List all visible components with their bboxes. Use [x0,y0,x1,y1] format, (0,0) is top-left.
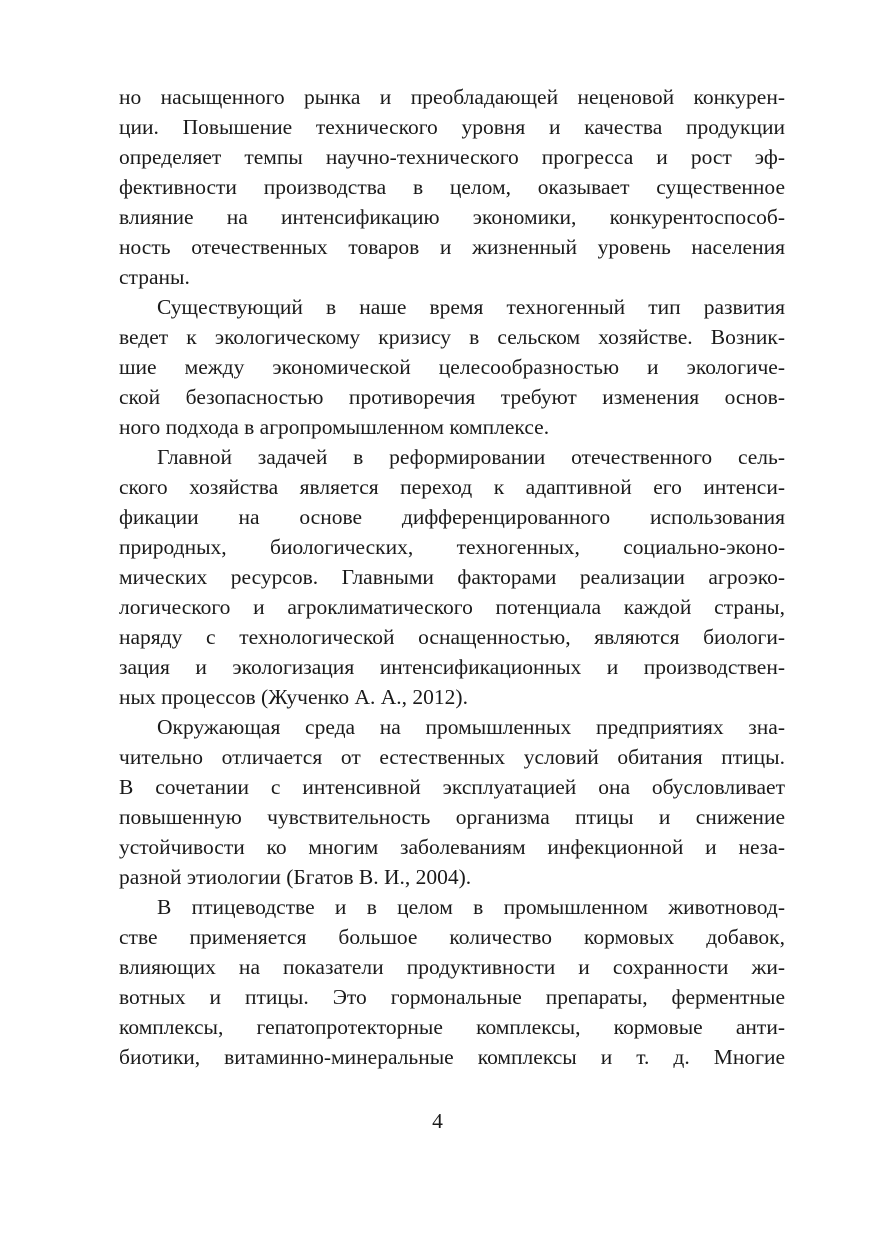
text-line: биотики, витаминно-минеральные комплексы и т. д. Многие [119,1045,785,1069]
text-line: стве применяется большое количество кормовых добавок, [119,925,785,949]
text-line: ведет к экологическому кризису в сельском хозяйстве. Возник- [119,325,785,349]
text-line: определяет темпы научно-технического прогресса и рост эф- [119,145,785,169]
text-line: вотных и птицы. Это гормональные препараты, ферментные [119,985,785,1009]
text-line: мических ресурсов. Главными факторами реализации агроэко- [119,565,785,589]
text-line: Окружающая среда на промышленных предприятиях зна- [157,715,785,739]
text-line: В сочетании с интенсивной эксплуатацией она обусловливает [119,775,785,799]
text-line: разной этиологии (Бгатов В. И., 2004). [119,865,472,889]
text-line: Существующий в наше время техногенный тип развития [157,295,785,319]
text-line: логического и агроклиматического потенциала каждой страны, [119,595,785,619]
text-line: наряду с технологической оснащенностью, являются биологи- [119,625,785,649]
text-line: зация и экологизация интенсификационных и производствен- [119,655,785,679]
text-line: но насыщенного рынка и преобладающей неценовой конкурен- [119,85,785,109]
paragraph-4 [119,712,785,892]
text-line: ции. Повышение технического уровня и качества продукции [119,115,785,139]
text-line: комплексы, гепатопротекторные комплексы, кормовые анти- [119,1015,785,1039]
paragraph-5 [119,892,785,1072]
text-line: В птицеводстве и в целом в промышленном животновод- [157,895,785,919]
paragraph-3 [119,442,785,712]
text-line: фективности производства в целом, оказывает существенное [119,175,785,199]
text-line: ского хозяйства является переход к адаптивной его интенси- [119,475,785,499]
text-line: ных процессов (Жученко А. А., 2012). [119,685,468,709]
text-line: повышенную чувствительность организма птицы и снижение [119,805,785,829]
text-line: ской безопасностью противоречия требуют изменения основ- [119,385,785,409]
text-line: чительно отличается от естественных условий обитания птицы. [119,745,785,769]
text-line: страны. [119,265,190,289]
text-line: шие между экономической целесообразностью и экологиче- [119,355,785,379]
text-line: ность отечественных товаров и жизненный уровень населения [119,235,785,259]
page-number: 4 [432,1109,443,1133]
text-line: фикации на основе дифференцированного использования [119,505,785,529]
text-line: устойчивости ко многим заболеваниям инфекционной и неза- [119,835,785,859]
text-line: влияние на интенсификацию экономики, конкурентоспособ- [119,205,785,229]
body-text [119,82,785,1072]
text-line: Главной задачей в реформировании отечественного сель- [157,445,785,469]
text-line: влияющих на показатели продуктивности и сохранности жи- [119,955,785,979]
text-line: ного подхода в агропромышленном комплексе. [119,415,550,439]
text-line: природных, биологических, техногенных, социально-эконо- [119,535,785,559]
paragraph-2 [119,292,785,442]
paragraph-1 [119,82,785,292]
